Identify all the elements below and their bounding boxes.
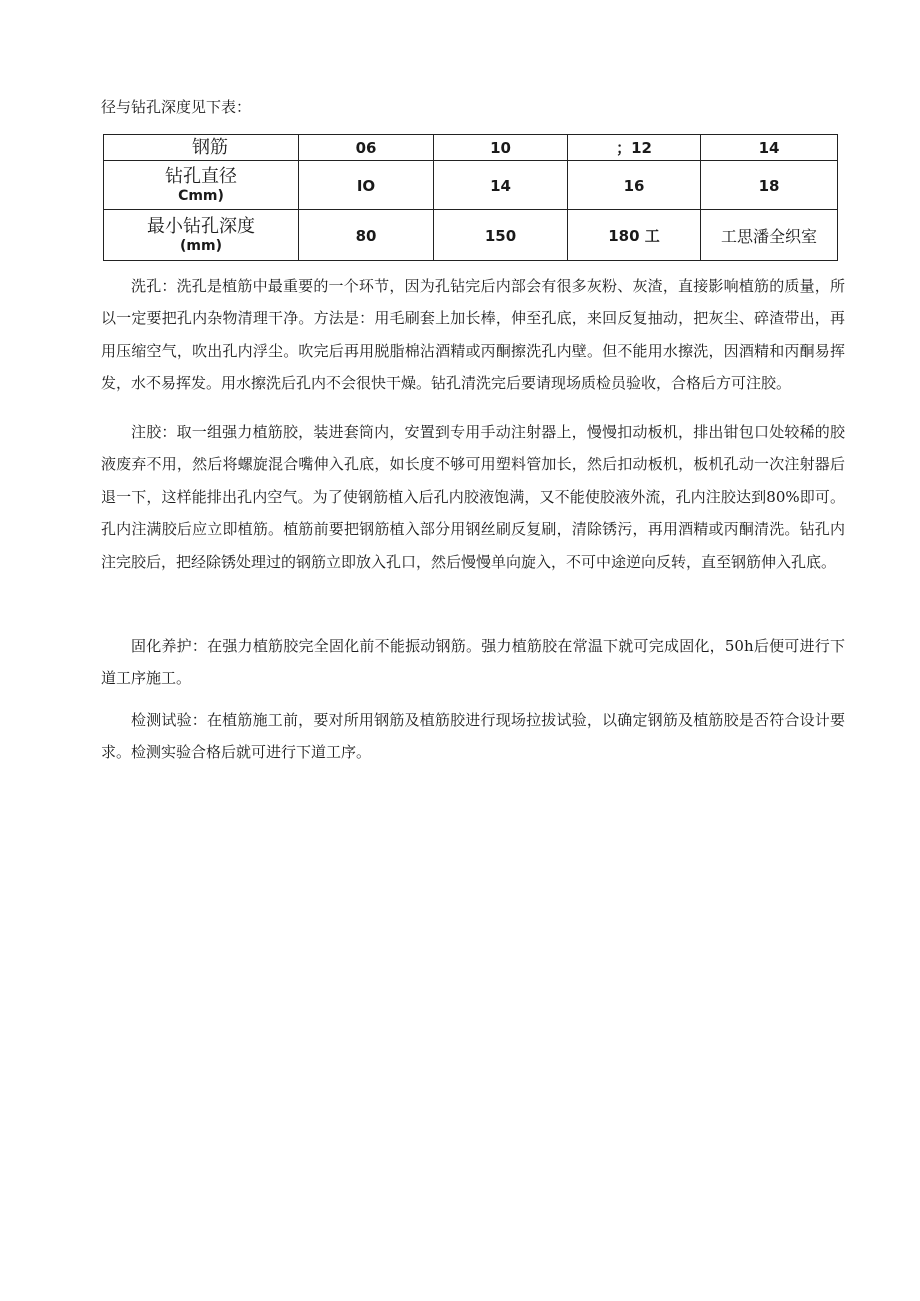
cell-diameter-4: 18 (701, 161, 838, 210)
drill-spec-table (103, 134, 838, 261)
table-row-rebar (104, 135, 838, 161)
cell-depth-1: 80 (299, 210, 434, 261)
row-label-rebar: 钢筋 (104, 135, 299, 161)
cell-diameter-1: IO (299, 161, 434, 210)
unit-depth: (mm) (180, 238, 222, 254)
paragraph-testing: 检测试验：在植筋施工前，要对所用钢筋及植筋胶进行现场拉拔试验，以确定钢筋及植筋胶是否符合设计要求。检测实验合格后就可进行下道工序。 (101, 711, 845, 762)
paragraph-glue-injection: 注胶：取一组强力植筋胶，装进套筒内，安置到专用手动注射器上，慢慢扣动板机，排出钳包口处较稀的胶液废弃不用，然后将螺旋混合嘴伸入孔底，如长度不够可用塑料管加长，然后扣动板机，板机孔动一次注射器后退一下，这样能排出孔内空气。为了使钢筋植入后孔内胶液饱满，又不能使胶液外流，孔内注胶达到80%即可。孔内注满胶后应立即植筋。植筋前要把钢筋植入部分用钢丝刷反复刷，清除锈污，再用酒精或丙酮清洗。钻孔内注完胶后，把经除锈处理过的钢筋立即放入孔口，然后慢慢单向旋入，不可中途逆向反转，直至钢筋伸入孔底。 (101, 423, 845, 571)
cell-rebar-2: 10 (434, 135, 568, 161)
row-label-depth: 最小钻孔深度 (mm) (104, 210, 299, 261)
table-row-depth (104, 210, 838, 261)
cell-diameter-2: 14 (434, 161, 568, 210)
cell-depth-4: 工思潘全织室 (701, 210, 838, 261)
row-label-diameter: 钻孔直径 Cmm) (104, 161, 299, 210)
paragraph-curing: 固化养护：在强力植筋胶完全固化前不能振动钢筋。强力植筋胶在常温下就可完成固化，50h后便可进行下道工序施工。 (101, 637, 845, 688)
table-row-diameter (104, 161, 838, 210)
paragraph-hole-cleaning: 洗孔：洗孔是植筋中最重要的一个环节，因为孔钻完后内部会有很多灰粉、灰渣，直接影响植筋的质量，所以一定要把孔内杂物清理干净。方法是：用毛刷套上加长棒，伸至孔底，来回反复抽动，把灰尘、碎渣带出，再用压缩空气，吹出孔内浮尘。吹完后再用脱脂棉沾酒精或丙酮擦洗孔内壁。但不能用水擦洗，因酒精和丙酮易挥发，水不易挥发。用水擦洗后孔内不会很快干燥。钻孔清洗完后要请现场质检员验收，合格后方可注胶。 (101, 277, 845, 393)
cell-rebar-4: 14 (701, 135, 838, 161)
cell-depth-3: 180 工 (568, 210, 701, 261)
cell-rebar-3: ；12 (568, 135, 701, 161)
cell-rebar-1: 06 (299, 135, 434, 161)
intro-line: 径与钻孔深度见下表： (101, 98, 252, 116)
unit-diameter: Cmm) (178, 188, 224, 204)
cell-depth-2: 150 (434, 210, 568, 261)
cell-diameter-3: 16 (568, 161, 701, 210)
